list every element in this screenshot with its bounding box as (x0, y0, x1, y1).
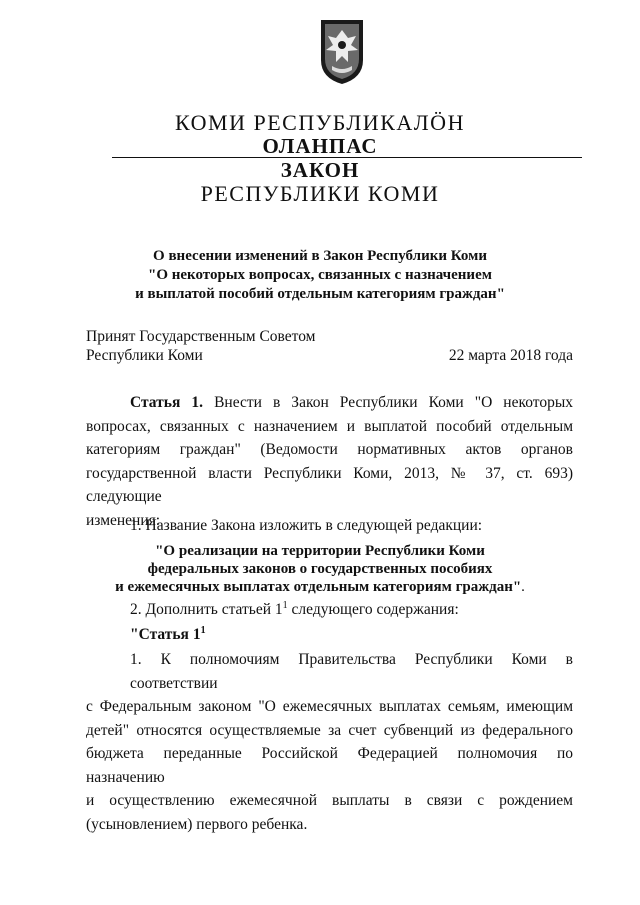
republic-name-komi: КОМИ РЕСПУБЛИКАЛӦН (175, 110, 465, 135)
adopted-by: Принят Государственным Советом Республики Коми (86, 328, 316, 364)
coat-of-arms-emblem (318, 18, 366, 86)
new-law-title: "О реализации на территории Республики Коми федеральных законов о государственных пособиях и ежемесячных выплатах отдельным категориям граждан". (115, 543, 525, 595)
law-word-komi: ОЛАНПАС (262, 134, 378, 158)
article-1-text: Статья 1. Внести в Закон Республики Коми "О некоторых вопросах, связанных с назначением и выплатой пособий отдельным категориям граждан" (Ведомости нормативных актов органов государственной власти Республики Коми, 2013, № 37, ст. 693) следующие изменения: (86, 394, 574, 529)
item-2: 2. Дополнить статьей $1^1$ следующего содержания: (130, 599, 459, 618)
new-article-heading: "Статья $1^1$ (130, 624, 206, 643)
item-1: 1. Название Закона изложить в следующей редакции: (130, 517, 483, 534)
law-title: О внесении изменений в Закон Республики Коми "О некоторых вопросах, связанных с назначением и выплатой пособий отдельным категориям граждан" (135, 248, 505, 302)
adoption-date: 22 марта 2018 года (448, 347, 573, 364)
new-article-paragraph-1: 1. К полномочиям Правительства Республики Коми в соответствии с Федеральным законом "О ежемесячных выплатах семьям, имеющим детей" относятся осуществляемые за счет субвенций из федерального бюджета переданные Российской Федерацией полномочия по назначению и осуществлению ежемесячной выплаты в связи с рождением (усыновлением) первого ребенка. (86, 651, 573, 833)
law-word-russian: ЗАКОН (280, 158, 360, 182)
republic-name-russian: РЕСПУБЛИКИ КОМИ (200, 181, 440, 206)
